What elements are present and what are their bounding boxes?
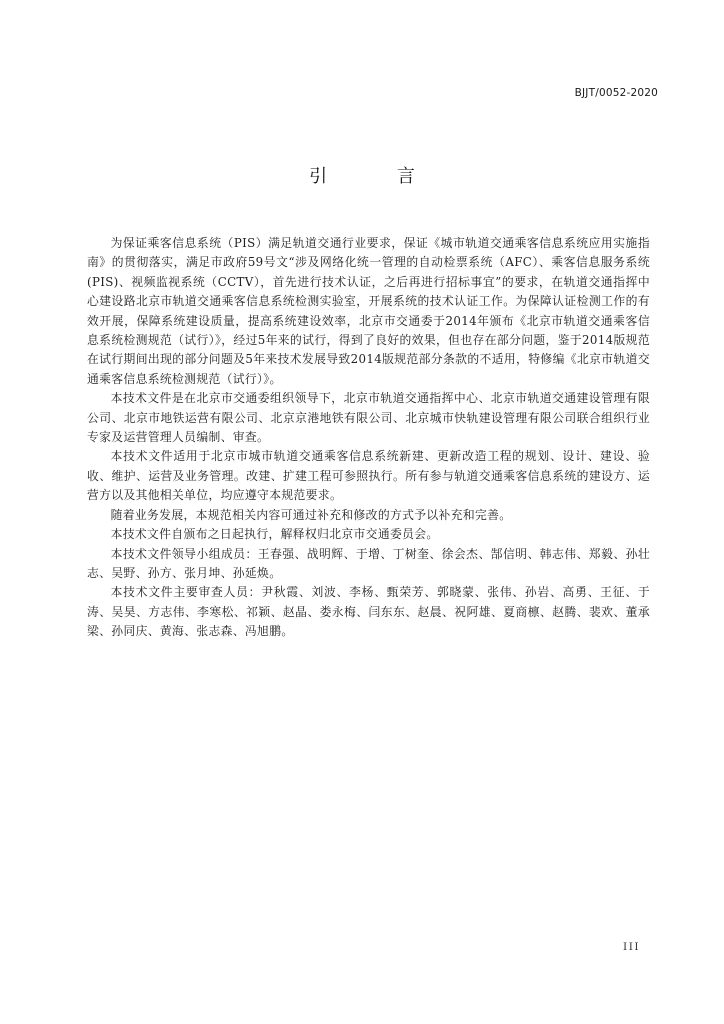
introduction-body: [87, 234, 650, 642]
page-title: 引 言: [309, 166, 447, 187]
page-number: III: [623, 941, 640, 953]
paragraph-purpose: 为保证乘客信息系统（PIS）满足轨道交通行业要求，保证《城市轨道交通乘客信息系统应用实施指南》的贯彻落实，满足市政府59号文“涉及网络化统一管理的自动检票系统（AFC）、乘客信息服务系统(PIS)、视频监视系统（CCTV），首先进行技术认证，之后再进行招标事宜”的要求，在轨道交通指挥中心建设路北京市轨道交通乘客信息系统检测实验室，开展系统的技术认证工作。为保障认证检测工作的有效开展，保障系统建设质量，提高系统建设效率，北京市交通委于2014年颁布《北京市轨道交通乘客信息系统检测规范（试行）》，经过5年来的试行，得到了良好的效果，但也存在部分问题，鉴于2014版规范在试行期间出现的部分问题及5年来技术发展导致2014版规范部分条款的不适用，特修编《北京市轨道交通乘客信息系统检测规范（试行）》。: [87, 236, 650, 386]
paragraph-revision: 随着业务发展，本规范相关内容可通过补充和修改的方式予以补充和完善。: [110, 507, 512, 522]
document-code: BJJT/0052-2020: [574, 87, 658, 99]
paragraph-effective-date: 本技术文件自颁布之日起执行，解释权归北京市交通委员会。: [110, 527, 439, 542]
paragraph-reviewers: 本技术文件主要审查人员：尹秋霞、刘波、李杨、甄荣芳、郭晓蒙、张伟、孙岩、高勇、王征、于涛、吴昊、方志伟、李寒松、祁颖、赵晶、娄永梅、闫东东、赵晨、祝阿雄、夏商檩、赵腾、裴欢、董承梁、孙同庆、黄海、张志森、冯旭鹏。: [87, 585, 650, 639]
paragraph-scope: 本技术文件适用于北京市城市轨道交通乘客信息系统新建、更新改造工程的规划、设计、建设、验收、维护、运营及业务管理。改建、扩建工程可参照执行。所有参与轨道交通乘客信息系统的建设方、运营方以及其他相关单位，均应遵守本规范要求。: [87, 449, 650, 503]
paragraph-organization: 本技术文件是在北京市交通委组织领导下，北京市轨道交通指挥中心、北京市轨道交通建设管理有限公司、北京市地铁运营有限公司、北京京港地铁有限公司、北京城市快轨建设管理有限公司联合组织行业专家及运营管理人员编制、审查。: [87, 391, 650, 445]
paragraph-leadership-group: 本技术文件领导小组成员：王春强、战明辉、于增、丁树奎、徐会杰、郜信明、韩志伟、郑毅、孙壮志、吴野、孙方、张月坤、孙延焕。: [87, 546, 650, 580]
